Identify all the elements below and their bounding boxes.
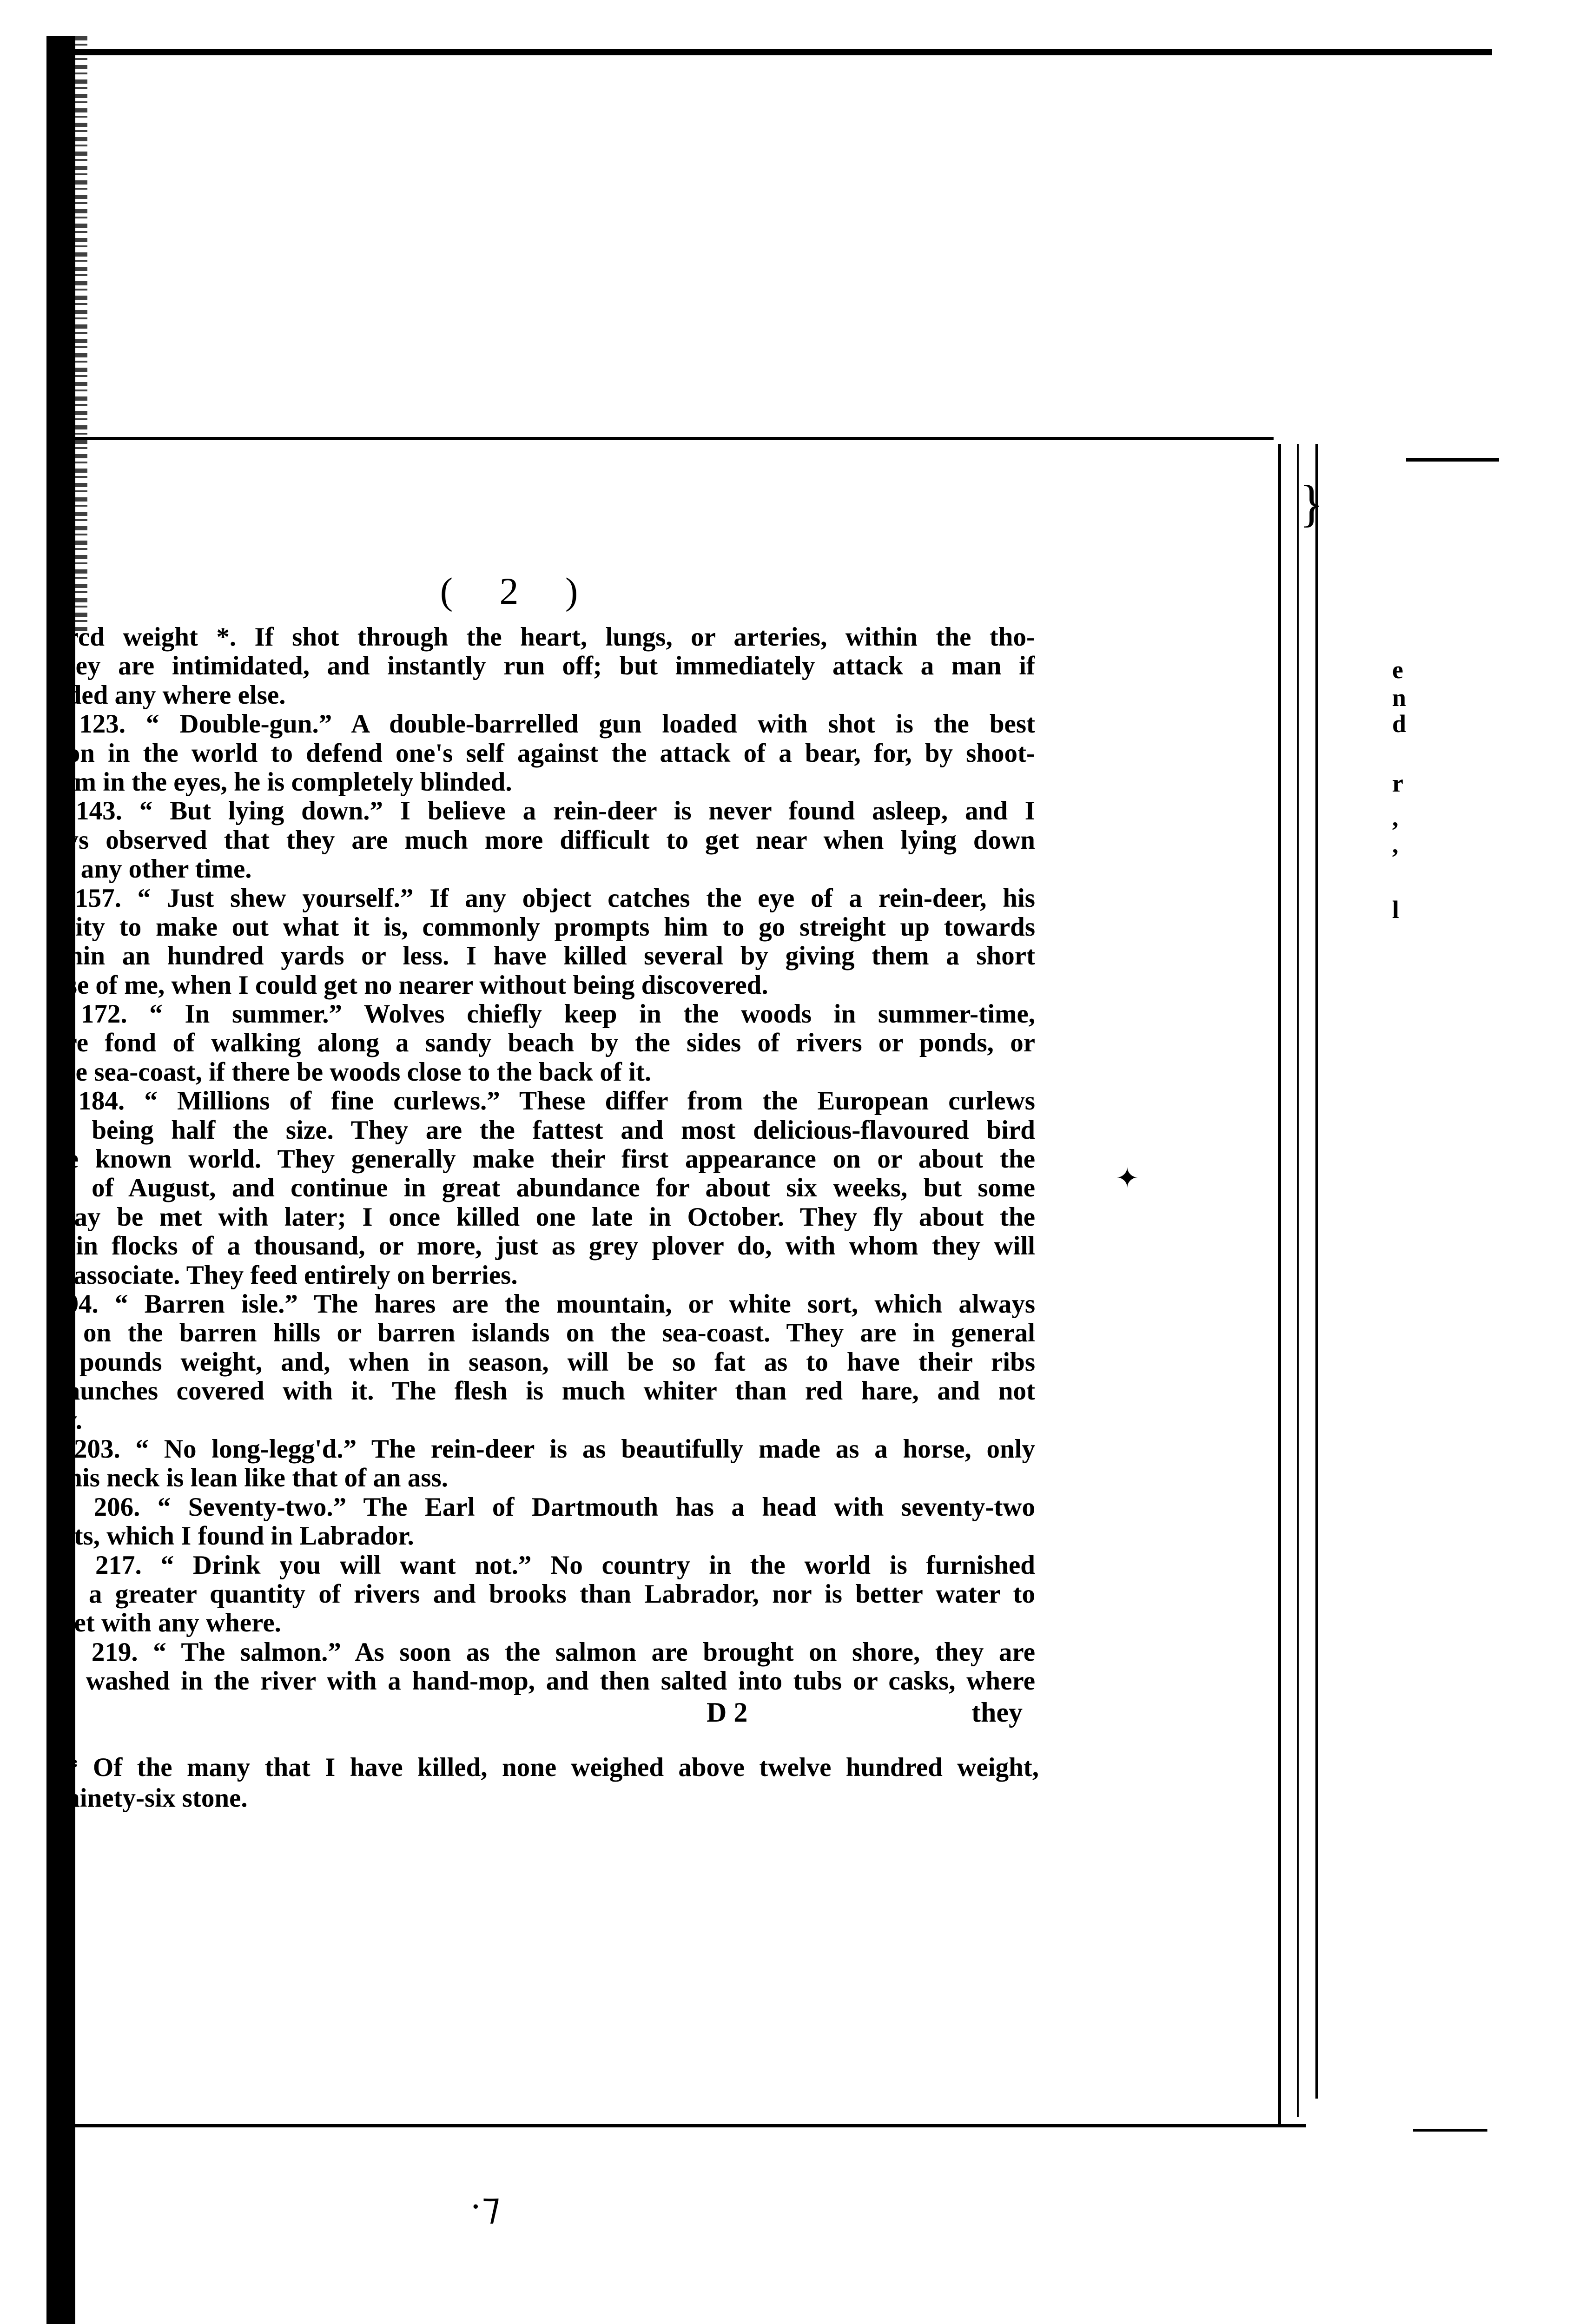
- text-line: ints, which I found in Labrador.: [52, 1522, 414, 1551]
- text-line: p on the barren hills or barren islands on the sea-coast. They are in general: [52, 1319, 1035, 1348]
- text-line: met with any where.: [52, 1609, 281, 1638]
- text-line: th a greater quantity of rivers and brooks than Labrador, nor is better water to: [52, 1579, 1035, 1609]
- torn-binding-edge: [75, 36, 87, 631]
- text-line: s in flocks of a thousand, or more, just as grey plover do, with whom they will: [52, 1232, 1035, 1261]
- page-top-edge-line: [74, 437, 1274, 440]
- footnote-line: * Of the many that I have killed, none weighed above twelve hundred weight,: [65, 1753, 1039, 1782]
- text-line: t pounds weight, and, when in season, will be so fat as to have their ribs: [52, 1347, 1035, 1377]
- margin-letter: l: [1392, 896, 1400, 924]
- footnote: [65, 1752, 1039, 1814]
- text-line: th of August, and continue in great abundance for about six weeks, but some: [52, 1174, 1035, 1203]
- text-line: . 203. “ No long-legg'd.” The rein-deer is as beautifully made as a horse, only: [52, 1434, 1035, 1464]
- text-line: L. 219. “ The salmon.” As soon as the salmon are brought on shore, they are: [52, 1637, 1035, 1667]
- margin-letter: ,: [1392, 804, 1399, 832]
- margin-letter: d: [1392, 710, 1407, 738]
- margin-letter: e: [1392, 656, 1403, 684]
- page-right-edge-1: [1278, 444, 1281, 2126]
- text-line: . 123. “ Double-gun.” A double-barrelled gun loaded with shot is the best: [52, 710, 1035, 739]
- text-line: ry.: [52, 1406, 82, 1435]
- page-right-edge-2: [1297, 444, 1299, 2117]
- text-line: nded any where else.: [52, 680, 286, 710]
- page-bottom-edge-line: [74, 2124, 1306, 2127]
- text-line: L. 217. “ Drink you will want not.” No country in the world is furnished: [52, 1551, 1035, 1580]
- footnote-line: ninety-six stone.: [65, 1783, 248, 1813]
- text-line: n associate. They feed entirely on berries.: [52, 1261, 518, 1290]
- text-line: pse of me, when I could get no nearer without being discovered.: [52, 971, 768, 1000]
- page-number-header: ( 2 ): [440, 570, 597, 612]
- text-line: pon in the world to defend one's self against the attack of a bear, for, by shoot-: [52, 739, 1035, 768]
- text-line: . 143. “ But lying down.” I believe a rein-deer is never found asleep, and I: [52, 797, 1035, 826]
- text-line: 194. “ Barren isle.” The hares are the mountain, or white sort, which always: [52, 1289, 1035, 1319]
- signature-mark: D 2: [707, 1697, 748, 1728]
- text-line: he known world. They generally make their first appearance on or about the: [52, 1145, 1035, 1174]
- text-line: haunches covered with it. The flesh is much whiter than red hare, and not: [52, 1377, 1035, 1406]
- margin-letter: r: [1392, 769, 1403, 797]
- text-line: L. 206. “ Seventy-two.” The Earl of Dartmouth has a head with seventy-two: [52, 1492, 1035, 1522]
- right-page-bottom-edge: [1413, 2129, 1487, 2132]
- text-line: . 157. “ Just shew yourself.” If any object catches the eye of a rein-deer, his: [52, 884, 1035, 913]
- text-line: at any other time.: [52, 855, 252, 884]
- text-line: may be met with later; I once killed one late in October. They fly about the: [52, 1202, 1035, 1232]
- text-line: him in the eyes, he is completely blinded.: [52, 767, 512, 797]
- text-line: ithin an hundred yards or less. I have killed several by giving them a short: [52, 942, 1035, 971]
- ink-speck: ✦: [1116, 1163, 1139, 1194]
- text-line: it, washed in the river with a hand-mop, and then salted into tubs or casks, where: [52, 1667, 1035, 1696]
- page-right-edge-3: [1315, 444, 1318, 2099]
- text-line: . 172. “ In summer.” Wolves chiefly keep in the woods in summer-time,: [52, 1000, 1035, 1029]
- text-line: ot being half the size. They are the fattest and most delicious-flavoured bird: [52, 1116, 1035, 1145]
- margin-letter: n: [1392, 684, 1407, 712]
- edge-bracket-mark: }: [1299, 475, 1324, 532]
- text-line: drcd weight *. If shot through the heart, lungs, or arteries, within the tho-: [52, 623, 1035, 652]
- ink-speck: ·⁊: [469, 2186, 501, 2227]
- text-line: the sea-coast, if there be woods close to the back of it.: [52, 1057, 652, 1087]
- body-text: [52, 623, 1035, 1696]
- right-page-top-edge: [1406, 458, 1499, 462]
- facing-page-fragments: [1392, 655, 1406, 923]
- text-line: ays observed that they are much more difficult to get near when lying down: [52, 825, 1035, 855]
- margin-letter: ,: [1392, 831, 1399, 858]
- catchword: they: [971, 1697, 1023, 1728]
- text-line: are fond of walking along a sandy beach by the sides of rivers or ponds, or: [52, 1029, 1035, 1058]
- text-line: they are intimidated, and instantly run off; but immediately attack a man if: [52, 652, 1035, 681]
- text-line: . 184. “ Millions of fine curlews.” These differ from the European curlews: [52, 1087, 1035, 1116]
- text-line: t his neck is lean like that of an ass.: [52, 1464, 448, 1493]
- top-border-line: [70, 49, 1492, 55]
- text-line: osity to make out what it is, commonly prompts him to go streight up towards: [52, 912, 1035, 942]
